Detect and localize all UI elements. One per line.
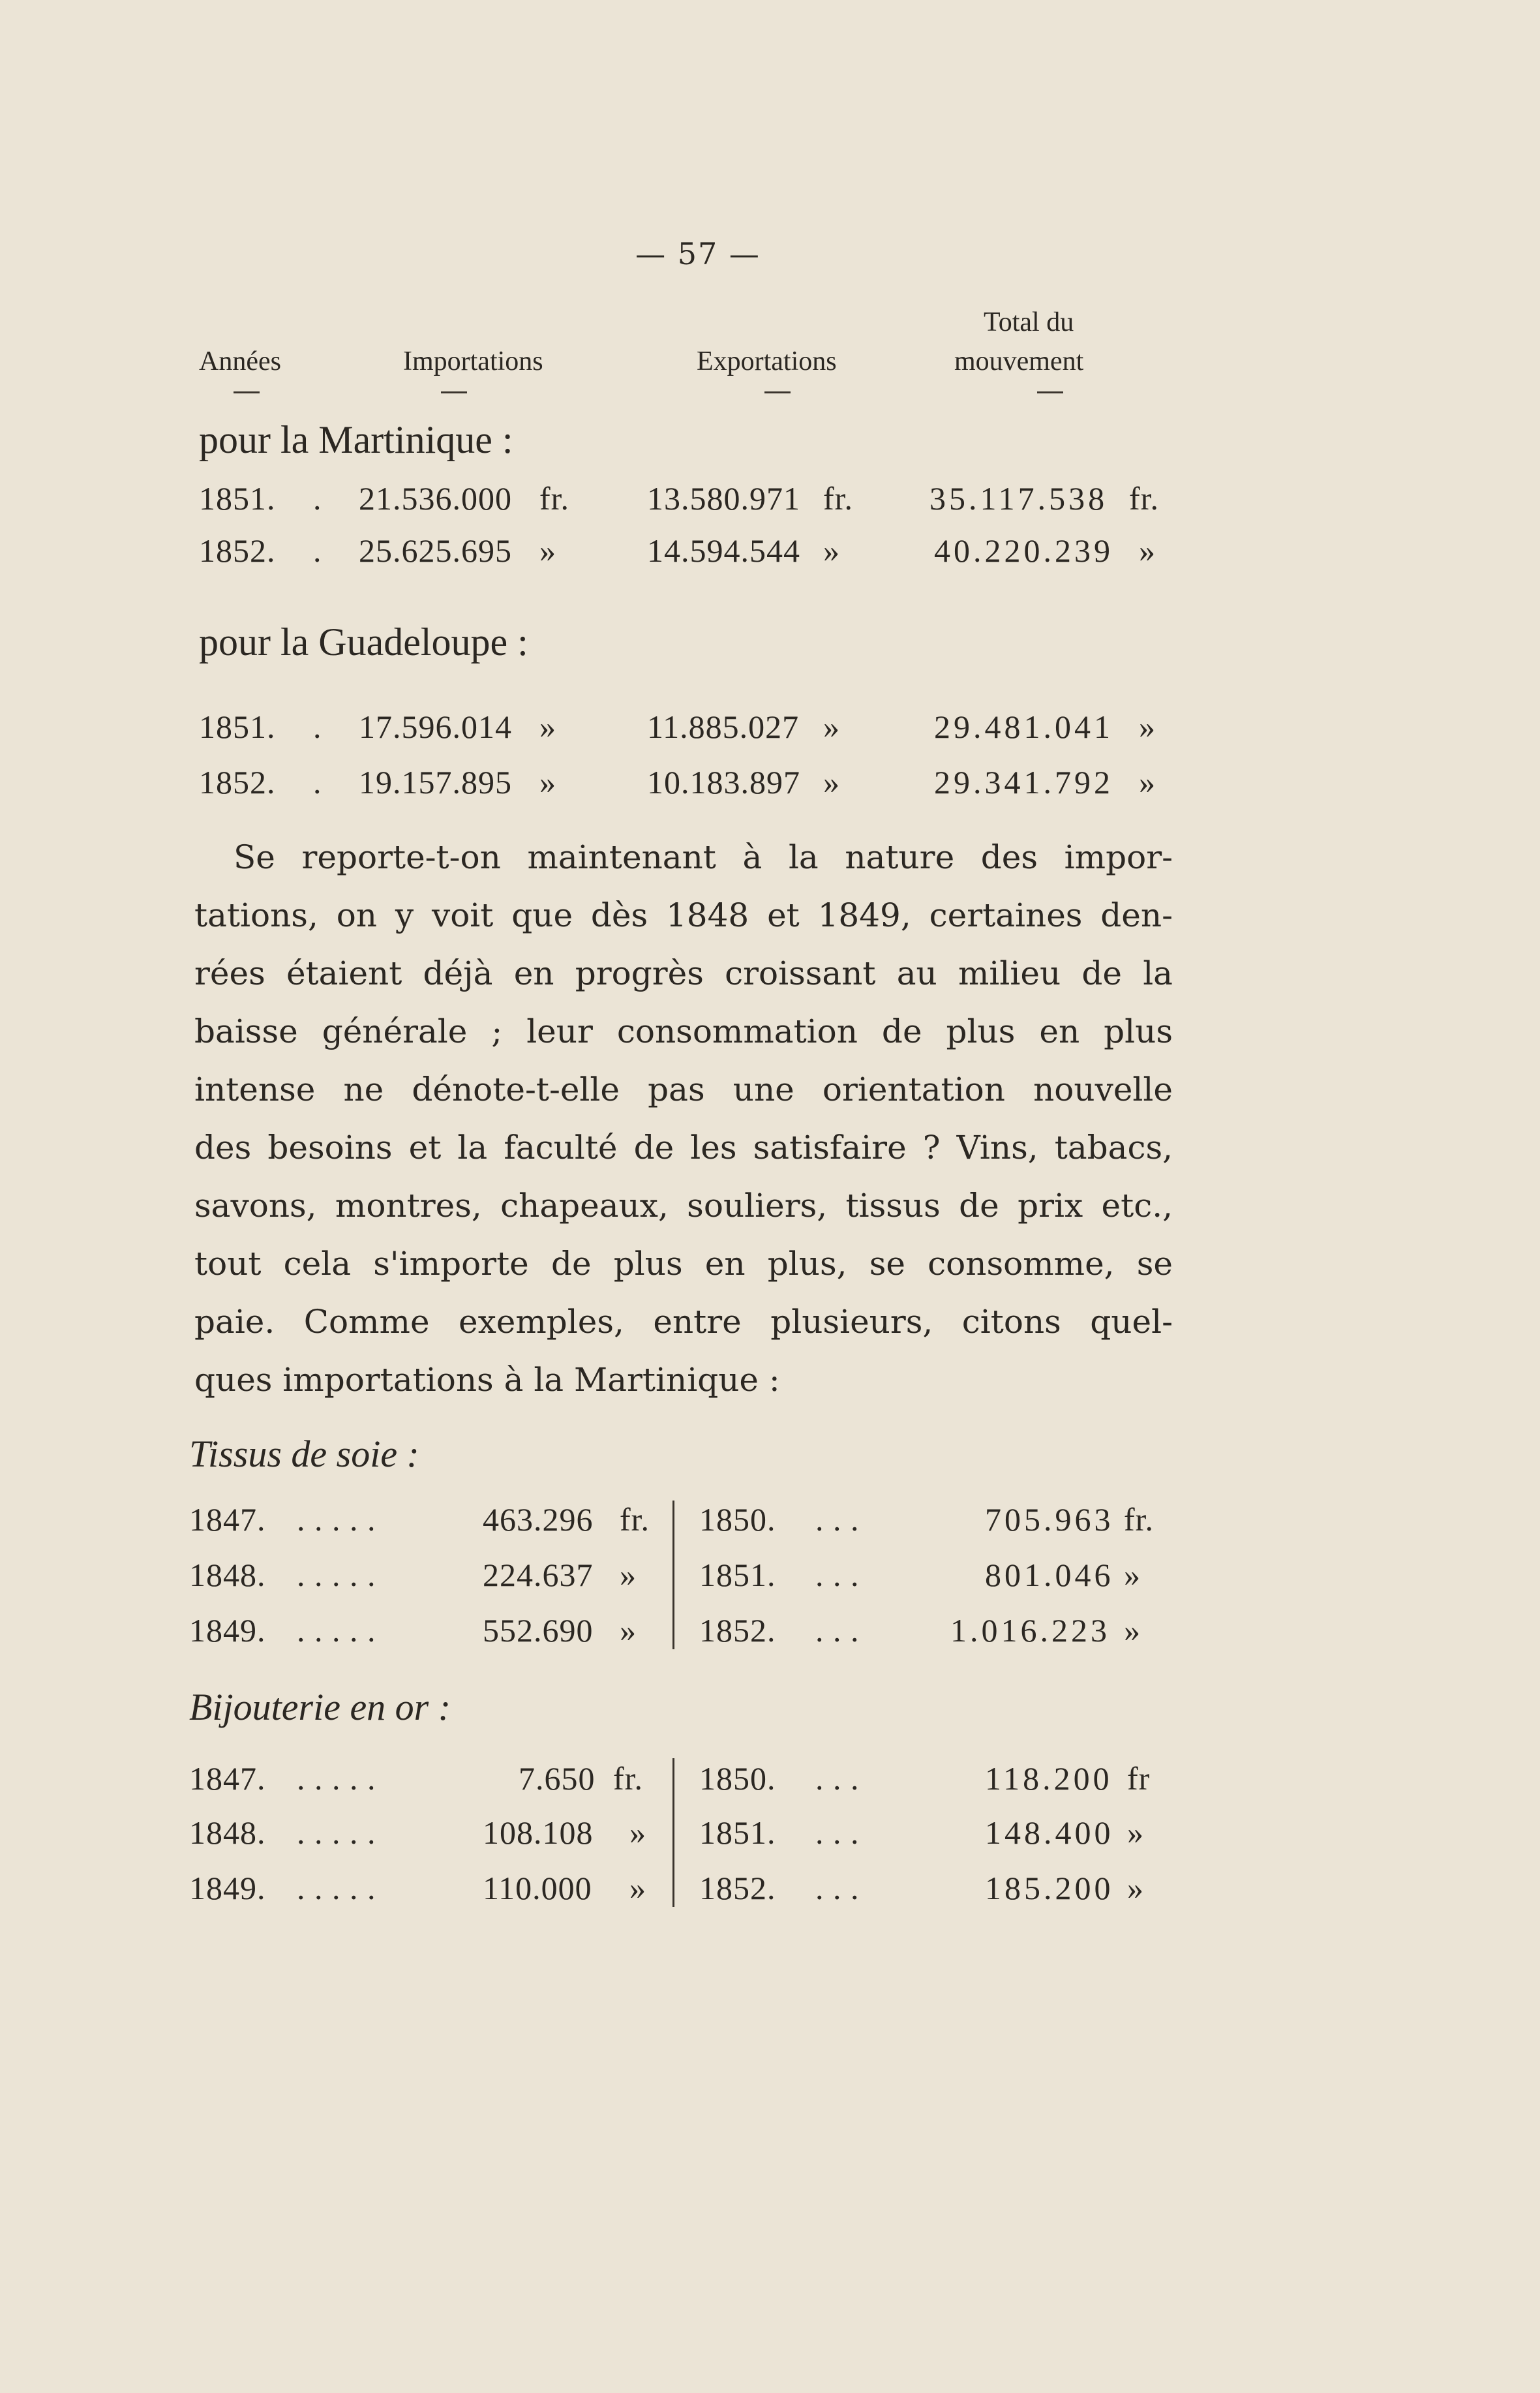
row-year: 1848. xyxy=(189,1557,266,1593)
unit: » xyxy=(629,1870,646,1906)
column-divider xyxy=(672,1501,674,1649)
row-year: 1847. xyxy=(189,1501,266,1538)
value: 108.108 xyxy=(483,1814,594,1851)
row-year: 1849. xyxy=(189,1612,266,1649)
value: 705.963 xyxy=(985,1501,1114,1538)
import-unit: » xyxy=(539,532,556,569)
value: 224.637 xyxy=(483,1557,594,1593)
export-unit: » xyxy=(823,709,840,745)
bijouterie-title: Bijouterie en or : xyxy=(189,1686,451,1728)
row-year: 1852. xyxy=(199,764,276,800)
row-year: 1850. xyxy=(699,1501,776,1538)
row-year: 1852. xyxy=(699,1870,776,1906)
export-value: 13.580.971 xyxy=(647,480,800,517)
total-unit: » xyxy=(1139,709,1156,745)
unit: fr. xyxy=(620,1501,650,1538)
total-unit: » xyxy=(1139,764,1156,800)
row-dots: . . . xyxy=(815,1557,860,1593)
unit: » xyxy=(1124,1612,1141,1649)
header-exportations: Exportations xyxy=(697,346,837,376)
row-dots: . xyxy=(313,764,322,800)
header-dash xyxy=(234,391,260,393)
tissus-title: Tissus de soie : xyxy=(189,1433,419,1475)
page-number: — 57 — xyxy=(635,236,761,271)
row-dots: . xyxy=(313,532,322,569)
header-dash xyxy=(764,391,791,393)
row-dots: . . . . . xyxy=(297,1760,376,1797)
total-value: 29.481.041 xyxy=(934,709,1113,745)
export-value: 11.885.027 xyxy=(647,709,800,745)
import-value: 19.157.895 xyxy=(359,764,512,800)
paragraph-line: des besoins et la faculté de les satisfaire ? Vins, tabacs, xyxy=(194,1129,1173,1166)
row-year: 1850. xyxy=(699,1760,776,1797)
import-unit: fr. xyxy=(539,480,570,517)
import-unit: » xyxy=(539,709,556,745)
import-value: 17.596.014 xyxy=(359,709,512,745)
unit: » xyxy=(1127,1870,1144,1906)
value: 185.200 xyxy=(985,1870,1114,1906)
value: 1.016.223 xyxy=(950,1612,1110,1649)
row-dots: . . . xyxy=(815,1870,860,1906)
row-year: 1851. xyxy=(699,1814,776,1851)
value: 552.690 xyxy=(483,1612,594,1649)
header-importations: Importations xyxy=(403,346,543,376)
export-value: 14.594.544 xyxy=(647,532,800,569)
export-value: 10.183.897 xyxy=(647,764,800,800)
export-unit: » xyxy=(823,764,840,800)
total-value: 40.220.239 xyxy=(934,532,1113,569)
row-year: 1848. xyxy=(189,1814,266,1851)
unit: fr. xyxy=(1124,1501,1155,1538)
unit: fr xyxy=(1127,1760,1151,1797)
import-value: 21.536.000 xyxy=(359,480,512,517)
paragraph-line: tations, on y voit que dès 1848 et 1849, certaines den- xyxy=(194,896,1173,934)
unit: fr. xyxy=(613,1760,644,1797)
row-dots: . xyxy=(313,480,322,517)
row-dots: . . . xyxy=(815,1814,860,1851)
row-dots: . . . . . xyxy=(297,1814,376,1851)
paragraph-line: baisse générale ; leur consommation de plus en plus xyxy=(194,1013,1173,1050)
row-dots: . . . . . xyxy=(297,1612,376,1649)
value: 118.200 xyxy=(985,1760,1113,1797)
row-year: 1851. xyxy=(699,1557,776,1593)
row-dots: . . . . . xyxy=(297,1870,376,1906)
row-dots: . xyxy=(313,709,322,745)
row-dots: . . . . . xyxy=(297,1501,376,1538)
paragraph-line: rées étaient déjà en progrès croissant au milieu de la xyxy=(194,954,1173,992)
paragraph-line: tout cela s'importe de plus en plus, se consomme, se xyxy=(194,1245,1173,1283)
value: 148.400 xyxy=(985,1814,1114,1851)
row-dots: . . . xyxy=(815,1501,860,1538)
import-unit: » xyxy=(539,764,556,800)
guadeloupe-title: pour la Guadeloupe : xyxy=(199,620,528,663)
paragraph-line: Se reporte-t-on maintenant à la nature des impor- xyxy=(234,838,1173,876)
export-unit: fr. xyxy=(823,480,854,517)
row-year: 1849. xyxy=(189,1870,266,1906)
unit: » xyxy=(1127,1814,1144,1851)
total-unit: fr. xyxy=(1129,480,1160,517)
value: 801.046 xyxy=(985,1557,1114,1593)
paragraph-line: intense ne dénote-t-elle pas une orientation nouvelle xyxy=(194,1071,1173,1108)
unit: » xyxy=(620,1557,637,1593)
row-dots: . . . . . xyxy=(297,1557,376,1593)
row-year: 1852. xyxy=(699,1612,776,1649)
total-value: 35.117.538 xyxy=(929,480,1108,517)
import-value: 25.625.695 xyxy=(359,532,512,569)
row-year: 1851. xyxy=(199,480,276,517)
paragraph-line: ques importations à la Martinique : xyxy=(194,1361,780,1399)
unit: » xyxy=(629,1814,646,1851)
body-paragraph xyxy=(194,829,1173,1409)
total-unit: » xyxy=(1139,532,1156,569)
total-value: 29.341.792 xyxy=(934,764,1113,800)
row-dots: . . . xyxy=(815,1612,860,1649)
column-divider xyxy=(672,1758,674,1907)
row-year: 1852. xyxy=(199,532,276,569)
export-unit: » xyxy=(823,532,840,569)
value: 110.000 xyxy=(483,1870,592,1906)
header-annees: Années xyxy=(199,346,281,376)
unit: » xyxy=(1124,1557,1141,1593)
header-dash xyxy=(441,391,467,393)
paragraph-line: savons, montres, chapeaux, souliers, tissus de prix etc., xyxy=(194,1187,1173,1225)
row-year: 1847. xyxy=(189,1760,266,1797)
paragraph-line: paie. Comme exemples, entre plusieurs, citons quel- xyxy=(194,1303,1173,1341)
unit: » xyxy=(620,1612,637,1649)
value: 7.650 xyxy=(519,1760,596,1797)
row-year: 1851. xyxy=(199,709,276,745)
row-dots: . . . xyxy=(815,1760,860,1797)
value: 463.296 xyxy=(483,1501,594,1538)
header-total-line2: mouvement xyxy=(954,346,1084,376)
header-dash xyxy=(1037,391,1063,393)
header-total-line1: Total du xyxy=(984,307,1074,337)
martinique-title: pour la Martinique : xyxy=(199,418,513,461)
